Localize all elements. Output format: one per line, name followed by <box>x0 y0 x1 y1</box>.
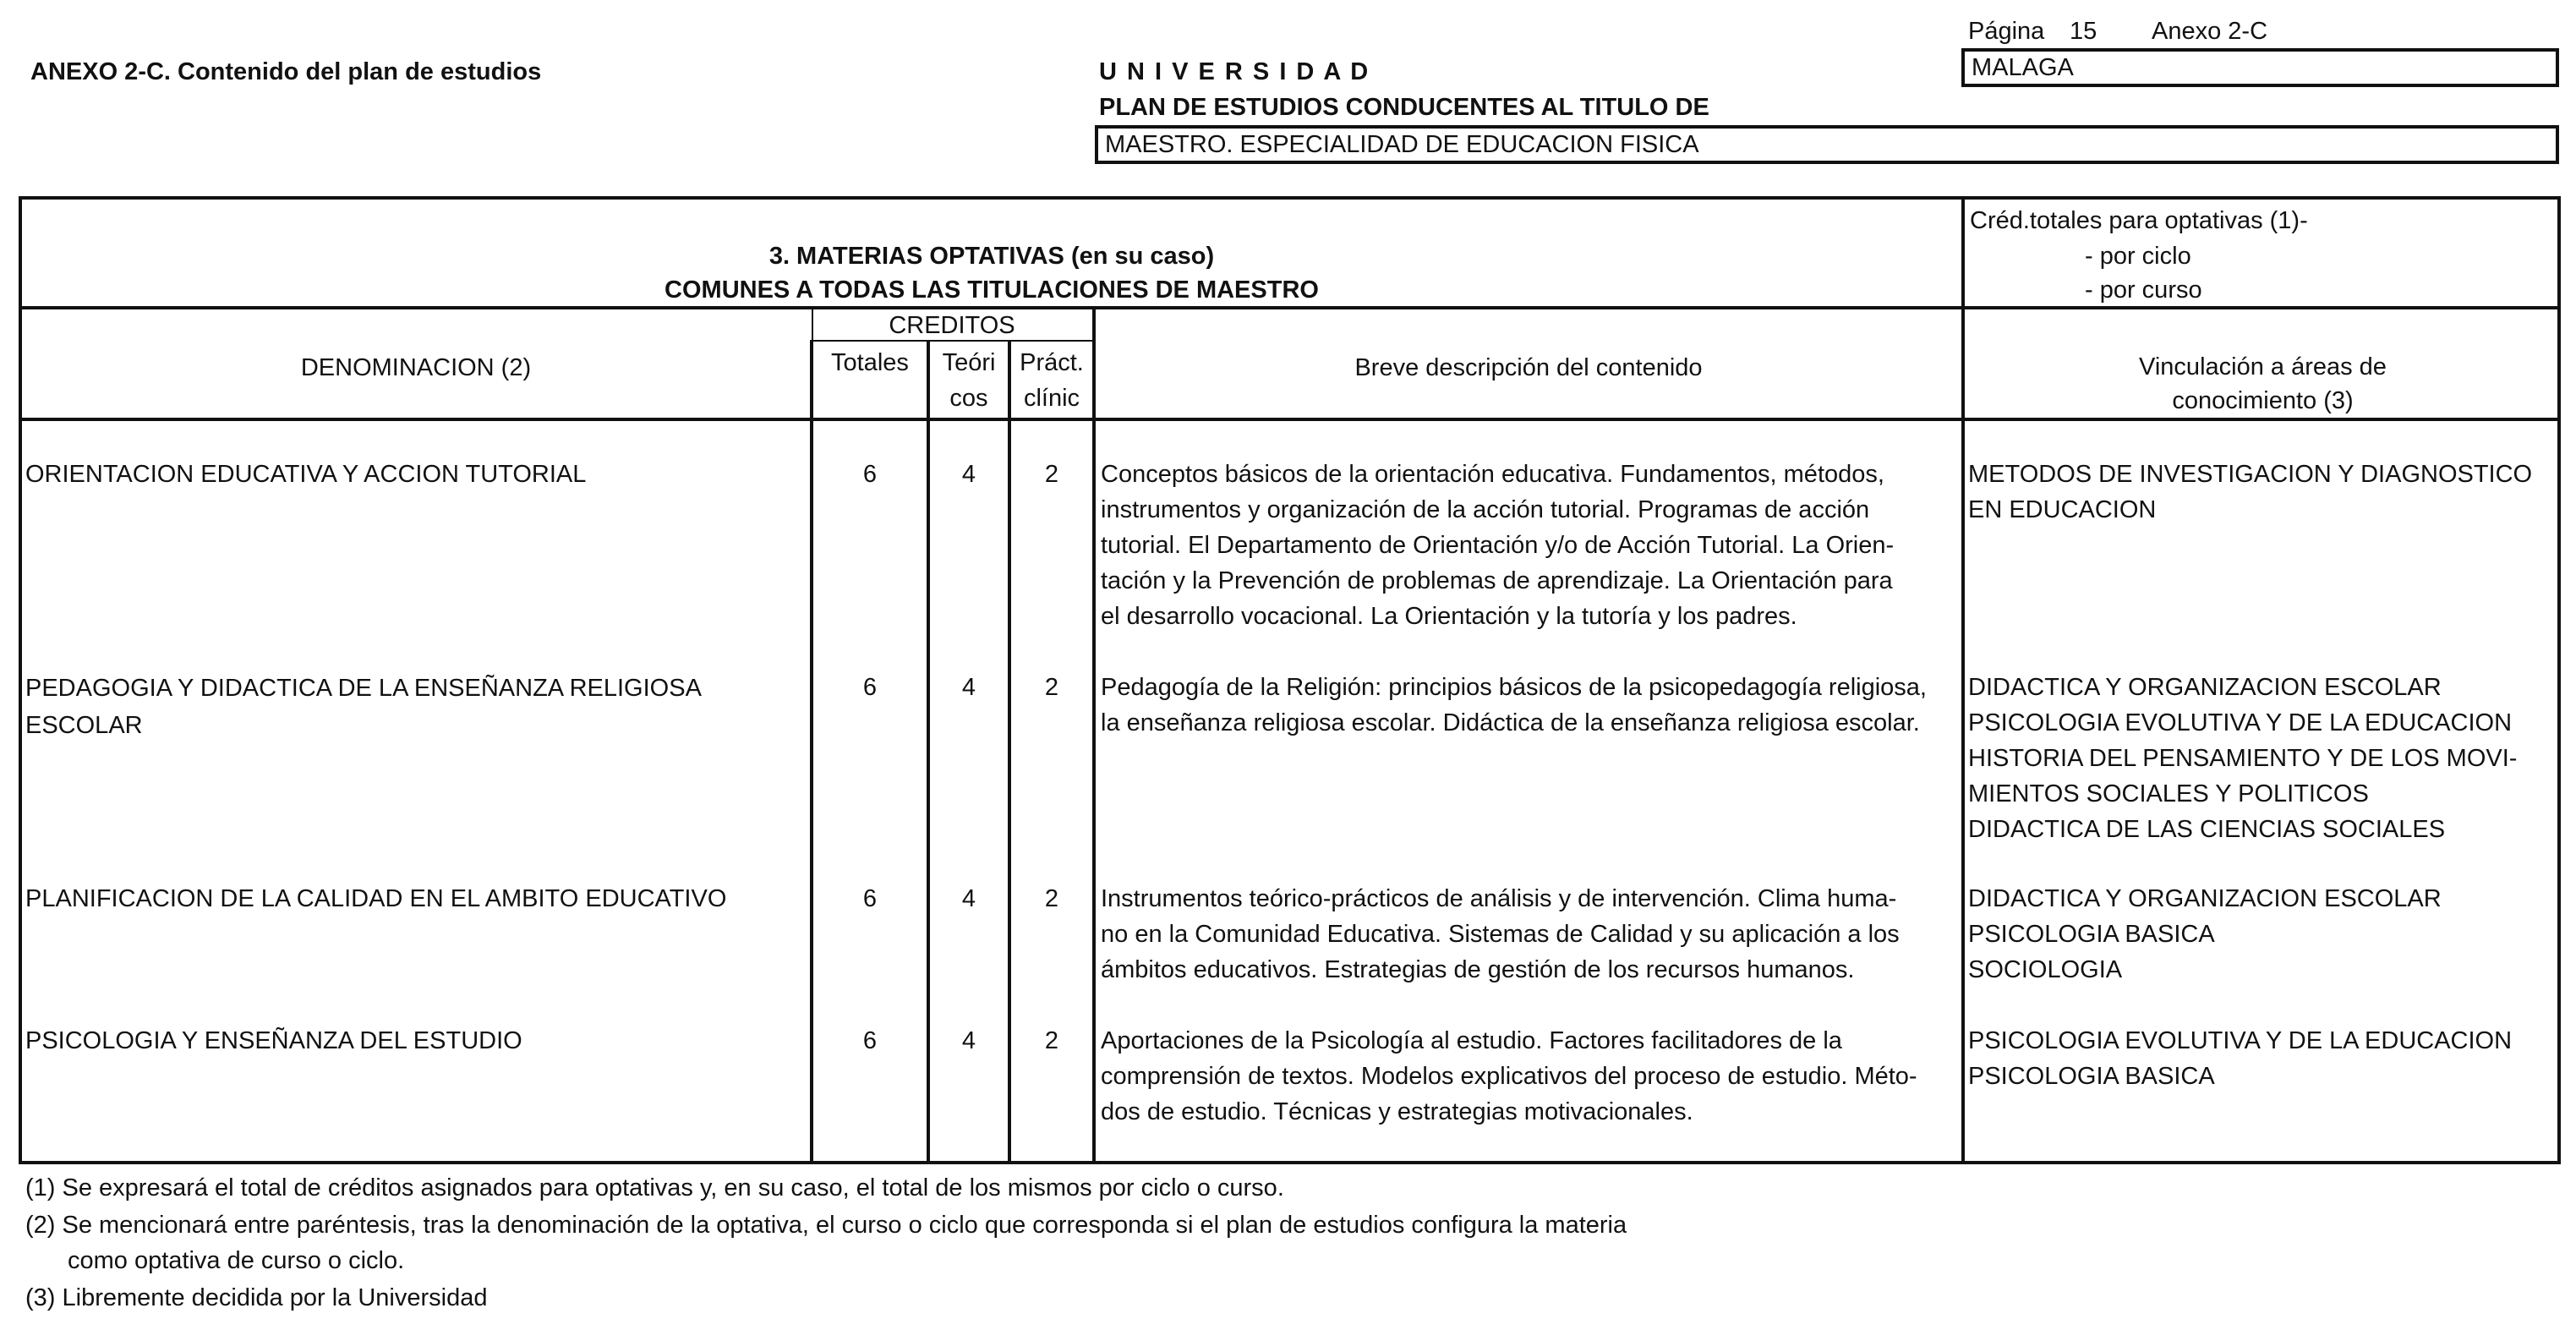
page-number: 15 <box>2070 18 2097 45</box>
row-totales: 6 <box>862 674 878 701</box>
degree-name: MAESTRO. ESPECIALIDAD DE EDUCACION FISICA <box>1105 131 1699 158</box>
header-teoricos: Teóri cos <box>942 349 996 412</box>
header-denominacion: DENOMINACION (2) <box>300 354 532 381</box>
annex-reference: Anexo 2-C <box>2152 18 2268 45</box>
row-denominacion: PLANIFICACION DE LA CALIDAD EN EL AMBITO EDUCATIVO <box>25 885 727 912</box>
header-vinculacion: Vinculación a áreas de conocimiento (3) <box>2139 353 2387 414</box>
footnote-2-continued: como optativa de curso o ciclo. <box>68 1247 405 1274</box>
row-descripcion: Pedagogía de la Religión: principios básicos de la psicopedagogía religiosa, la enseñanza religiosa escolar. Didáctica de la enseñanza religiosa escolar. <box>1101 674 1927 736</box>
university-name: MALAGA <box>1972 54 2074 81</box>
row-practicos: 2 <box>1044 885 1059 912</box>
row-teoricos: 4 <box>961 674 976 701</box>
row-descripcion: Instrumentos teórico-prácticos de análisis y de intervención. Clima huma- no en la Comunidad Educativa. Sistemas de Calidad y su aplicación a los ámbitos educativos. Estrategias de gestión de los recursos humanos. <box>1101 885 1900 983</box>
row-teoricos: 4 <box>961 885 976 912</box>
row-areas: PSICOLOGIA EVOLUTIVA Y DE LA EDUCACION PSICOLOGIA BASICA <box>1968 1027 2513 1090</box>
table-rule-header <box>19 418 2561 421</box>
row-teoricos: 4 <box>961 1027 976 1054</box>
section-subtitle: COMUNES A TODAS LAS TITULACIONES DE MAESTRO <box>665 276 1319 304</box>
credits-totals-label: Créd.totales para optativas (1)- <box>1970 207 2308 234</box>
credits-per-cycle: - por ciclo <box>2085 243 2191 270</box>
footnote-2: (2) Se mencionará entre paréntesis, tras la denominación de la optativa, el curso o ciclo que corresponda si el plan de estudios configura la materia <box>25 1212 1627 1239</box>
row-denominacion: PSICOLOGIA Y ENSEÑANZA DEL ESTUDIO <box>25 1027 522 1054</box>
annex-title: ANEXO 2-C. Contenido del plan de estudios <box>30 58 542 85</box>
row-practicos: 2 <box>1044 461 1059 488</box>
row-teoricos: 4 <box>961 461 976 488</box>
row-denominacion: PEDAGOGIA Y DIDACTICA DE LA ENSEÑANZA RELIGIOSA ESCOLAR <box>25 675 702 739</box>
header-practicos: Práct. clínic <box>1020 349 1084 412</box>
section-title: 3. MATERIAS OPTATIVAS (en su caso) <box>768 243 1215 270</box>
table-rule-areas <box>1961 196 1965 1164</box>
plan-label: PLAN DE ESTUDIOS CONDUCENTES AL TITULO DE <box>1099 94 1709 121</box>
header-totales: Totales <box>831 349 909 376</box>
credits-per-course: - por curso <box>2085 276 2202 304</box>
header-creditos: CREDITOS <box>889 312 1015 339</box>
university-label: U N I V E R S I D A D <box>1099 58 1370 85</box>
row-totales: 6 <box>862 885 878 912</box>
row-areas: DIDACTICA Y ORGANIZACION ESCOLAR PSICOLOGIA BASICA SOCIOLOGIA <box>1968 885 2442 983</box>
footnote-1: (1) Se expresará el total de créditos asignados para optativas y, en su caso, el total de los mismos por ciclo o curso. <box>25 1174 1284 1201</box>
row-descripcion: Conceptos básicos de la orientación educativa. Fundamentos, métodos, instrumentos y organización de la acción tutorial. Programas de acción tutorial. El Departamento de Orientación y/o de Acción Tutorial. La Orien- tación y la Prevención de problemas de aprendizaje. La Orientación para el desarrollo vocacional. La Orientación y la tutoría y los padres. <box>1101 461 1895 630</box>
page-label: Página <box>1968 18 2045 45</box>
row-denominacion: ORIENTACION EDUCATIVA Y ACCION TUTORIAL <box>25 461 587 488</box>
table-rule-description <box>1092 306 1096 1164</box>
row-practicos: 2 <box>1044 1027 1059 1054</box>
degree-box <box>1095 125 2559 164</box>
footnote-3: (3) Libremente decidida por la Universidad <box>25 1284 488 1311</box>
row-areas: DIDACTICA Y ORGANIZACION ESCOLAR PSICOLOGIA EVOLUTIVA Y DE LA EDUCACION HISTORIA DEL PENSAMIENTO Y DE LOS MOVI- MIENTOS SOCIALES Y POLITICOS DIDACTICA DE LAS CIENCIAS SOCIALES <box>1968 674 2518 843</box>
row-descripcion: Aportaciones de la Psicología al estudio. Factores facilitadores de la comprensión de textos. Modelos explicativos del proceso de estudio. Méto- dos de estudio. Técnicas y estrategias motivacionales. <box>1101 1027 1917 1125</box>
row-areas: METODOS DE INVESTIGACION Y DIAGNOSTICO EN EDUCACION <box>1968 461 2533 523</box>
row-totales: 6 <box>862 461 878 488</box>
row-totales: 6 <box>862 1027 878 1054</box>
university-box <box>1961 48 2559 87</box>
row-practicos: 2 <box>1044 674 1059 701</box>
header-descripcion: Breve descripción del contenido <box>1354 354 1703 381</box>
